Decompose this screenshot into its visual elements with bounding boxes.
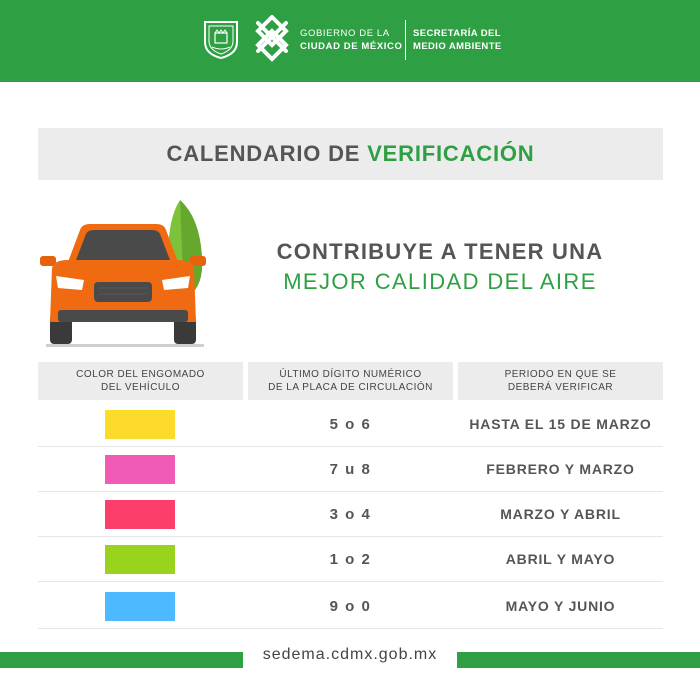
header-line: DEL VEHÍCULO [101,382,180,393]
title-prefix: CALENDARIO DE [166,141,361,166]
plate-digits: 9 o 0 [329,597,372,615]
column-header-period [458,362,663,400]
secretariat-name [413,27,502,53]
city-shield-icon [203,20,239,60]
header-line: DEBERÁ VERIFICAR [507,382,614,393]
page-title [167,141,535,166]
sticker-color-swatch [105,455,175,484]
table-row [38,492,663,537]
plate-digits: 3 o 4 [329,505,372,523]
header-bar [0,0,700,82]
secretariat-line-2: MEDIO AMBIENTE [413,41,502,52]
verification-period: MARZO Y ABRIL [500,506,621,522]
cdmx-knot-icon [250,15,294,65]
sticker-color-swatch [105,410,175,439]
sticker-color-swatch [105,545,175,574]
footer-bar-left [0,652,243,668]
header-line: COLOR DEL ENGOMADO [76,369,205,380]
footer-url[interactable]: sedema.cdmx.gob.mx [262,646,438,663]
table-row [38,584,663,629]
title-banner [38,128,663,180]
orange-car-icon [38,198,208,348]
verification-period: HASTA EL 15 DE MARZO [469,416,652,432]
government-line-1: GOBIERNO DE LA [300,28,390,39]
slogan-line-1: CONTRIBUYE A TENER UNA [276,239,604,264]
table-row [38,537,663,582]
plate-digits: 5 o 6 [329,415,372,433]
government-line-2: CIUDAD DE MÉXICO [300,41,403,52]
title-highlight: VERIFICACIÓN [367,141,535,166]
header-divider [405,20,406,60]
verification-period: ABRIL Y MAYO [505,551,616,567]
table-row [38,402,663,447]
government-name [300,27,403,53]
slogan-line-2: MEJOR CALIDAD DEL AIRE [283,269,597,294]
verification-period: FEBRERO Y MARZO [486,461,635,477]
verification-period: MAYO Y JUNIO [505,598,616,614]
footer-bar-right [457,652,700,668]
column-header-color [38,362,243,400]
sticker-color-swatch [105,592,175,621]
slogan [240,237,640,297]
plate-digits: 7 u 8 [329,460,372,478]
column-header-digit [248,362,453,400]
plate-digits: 1 o 2 [329,550,372,568]
header-line: ÚLTIMO DÍGITO NUMÉRICO [279,369,422,380]
sticker-color-swatch [105,500,175,529]
header-line: DE LA PLACA DE CIRCULACIÓN [268,382,433,393]
table-row [38,447,663,492]
header-line: PERIODO EN QUE SE [504,369,617,380]
secretariat-line-1: SECRETARÍA DEL [413,28,501,39]
